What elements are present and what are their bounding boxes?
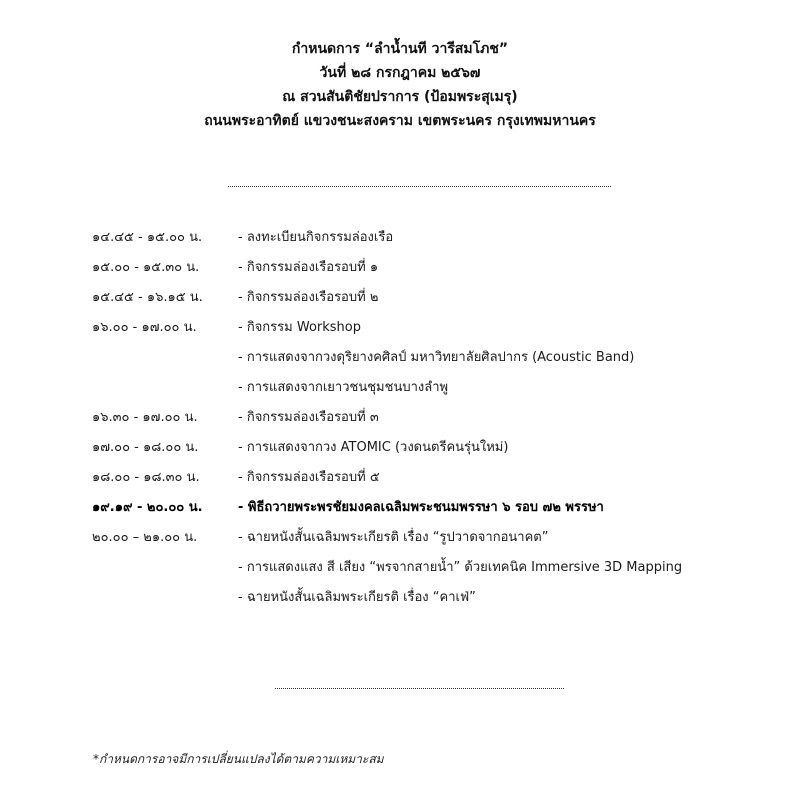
schedule-row-highlight (0, 498, 800, 528)
schedule-time: ๑๕.๔๕ - ๑๖.๑๕ น. (92, 290, 203, 305)
event-date: วันที่ ๒๘ กรกฎาคม ๒๕๖๗ (319, 65, 481, 81)
schedule-row (0, 558, 800, 588)
schedule-activity: - ฉายหนังสั้นเฉลิมพระเกียรติ เรื่อง “รูปวาดจากอนาคต” (238, 530, 549, 545)
schedule-time: ๒๐.๐๐ – ๒๑.๐๐ น. (92, 530, 198, 545)
bottom-dotted-divider (275, 688, 564, 689)
schedule-activity: - กิจกรรมล่องเรือรอบที่ ๕ (238, 470, 380, 485)
schedule-list (0, 228, 800, 618)
schedule-row (0, 378, 800, 408)
schedule-row (0, 528, 800, 558)
schedule-row (0, 438, 800, 468)
top-dotted-divider (228, 186, 611, 187)
schedule-time: ๑๖.๓๐ - ๑๗.๐๐ น. (92, 410, 198, 425)
schedule-row (0, 588, 800, 618)
schedule-activity: - การแสดงจากวง ATOMIC (วงดนตรีคนรุ่นใหม่) (238, 440, 509, 455)
schedule-activity: - กิจกรรมล่องเรือรอบที่ ๒ (238, 290, 379, 305)
schedule-time: ๑๗.๐๐ - ๑๘.๐๐ น. (92, 440, 199, 455)
schedule-activity: - กิจกรรม Workshop (238, 320, 361, 335)
event-title: กำหนดการ “ลำน้ำนที วารีสมโภช” (291, 41, 509, 57)
schedule-activity: - กิจกรรมล่องเรือรอบที่ ๓ (238, 410, 379, 425)
schedule-time: ๑๙.๑๙ - ๒๐.๐๐ น. (92, 500, 203, 515)
schedule-header (0, 37, 800, 133)
schedule-row (0, 408, 800, 438)
schedule-row (0, 318, 800, 348)
schedule-activity: - กิจกรรมล่องเรือรอบที่ ๑ (238, 260, 379, 275)
event-venue: ณ สวนสันติชัยปราการ (ป้อมพระสุเมรุ) (282, 89, 518, 105)
footnote: *กำหนดการอาจมีการเปลี่ยนแปลงได้ตามความเหมาะสม (93, 752, 384, 766)
schedule-time: ๑๔.๔๕ - ๑๕.๐๐ น. (92, 230, 203, 245)
schedule-activity: - ฉายหนังสั้นเฉลิมพระเกียรติ เรื่อง “คาเฟ่” (238, 590, 476, 605)
schedule-activity: - ลงทะเบียนกิจกรรมล่องเรือ (238, 230, 394, 245)
schedule-time: ๑๖.๐๐ - ๑๗.๐๐ น. (92, 320, 197, 335)
schedule-activity: - การแสดงจากวงดุริยางคศิลป์ มหาวิทยาลัยศิลปากร (Acoustic Band) (238, 350, 635, 365)
schedule-row (0, 468, 800, 498)
schedule-activity: - พิธีถวายพระพรชัยมงคลเฉลิมพระชนมพรรษา ๖ รอบ ๗๒ พรรษา (238, 500, 604, 515)
schedule-time: ๑๕.๐๐ - ๑๕.๓๐ น. (92, 260, 200, 275)
event-address: ถนนพระอาทิตย์ แขวงชนะสงคราม เขตพระนคร กรุงเทพมหานคร (204, 113, 596, 129)
schedule-row (0, 228, 800, 258)
schedule-time: ๑๘.๐๐ - ๑๘.๓๐ น. (92, 470, 200, 485)
schedule-row (0, 258, 800, 288)
schedule-activity: - การแสดงจากเยาวชนชุมชนบางลำพู (238, 380, 449, 395)
schedule-activity: - การแสดงแสง สี เสียง “พรจากสายน้ำ” ด้วยเทคนิค Immersive 3D Mapping (238, 560, 683, 575)
schedule-row (0, 348, 800, 378)
schedule-row (0, 288, 800, 318)
